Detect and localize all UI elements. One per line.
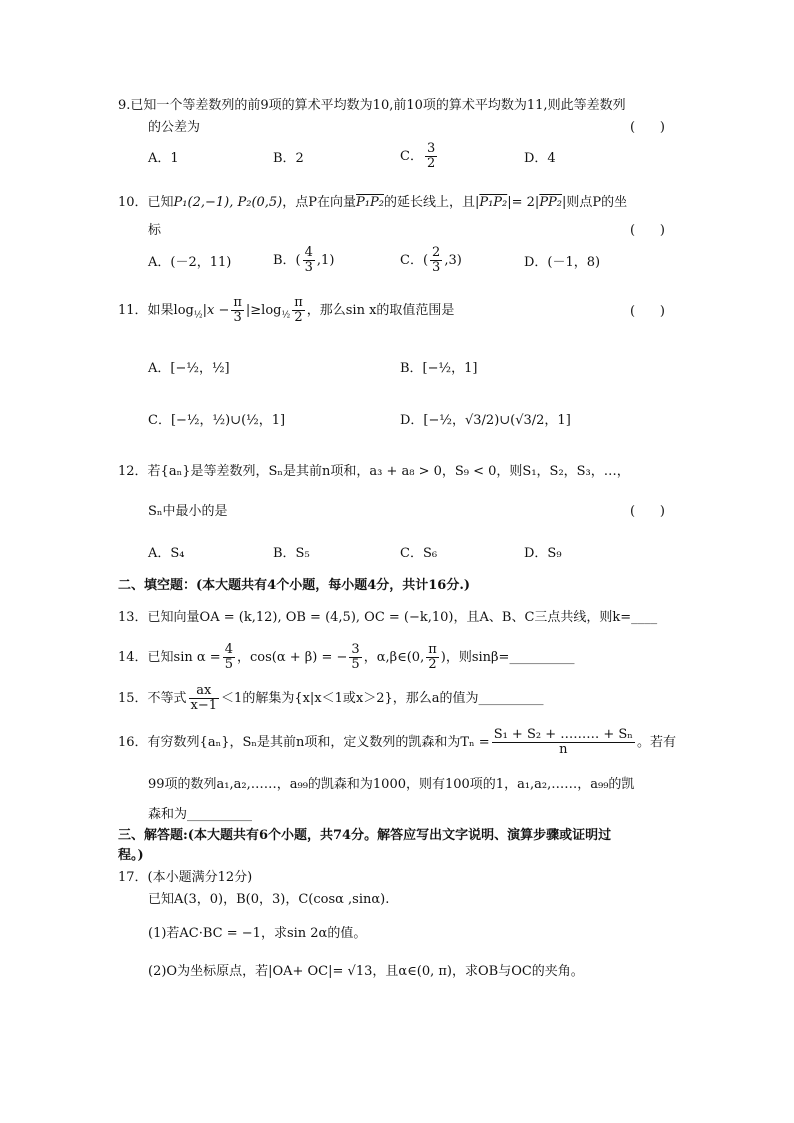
q11-pi: π (233, 295, 242, 310)
q17-given: 已知A(3，0)，B(0，3)，C(cosα ,sinα). (148, 892, 390, 907)
q10-b-fraction (303, 246, 315, 275)
q11-three: 3 (233, 310, 242, 325)
q11-abs: |x − (202, 303, 230, 318)
q11-option-b: B．[−½，1] (400, 361, 478, 376)
q10-pre: 10．已知 (118, 195, 174, 210)
q16-num: S₁ + S₂ + ……… + Sₙ (493, 727, 633, 742)
q9-line2: 的公差为 (148, 120, 201, 135)
q10-option-c (400, 246, 462, 275)
section-3-heading-line2: 程。) (118, 848, 144, 863)
q10-vector: P₁P₂ (356, 195, 384, 210)
q14-frac-3 (426, 643, 439, 672)
q12-line2: Sₙ中最小的是 (148, 504, 228, 519)
q17-part2: (2)O为坐标原点，若|OA+ OC|= √13，且α∈(0, π)，求OB与OC的夹角。 (148, 964, 584, 979)
q11-option-a: A．[−½，½] (148, 361, 230, 376)
q10-c-den: 3 (432, 260, 441, 275)
q12-option-a: A．S₄ (148, 546, 185, 561)
q11-log-base: ½ (193, 310, 203, 321)
q15-num: ax (189, 684, 220, 699)
q13-text: 13．已知向量OA = (k,12), OB = (4,5), OC = (−k,10)，且A、B、C三点共线，则k= (118, 610, 632, 625)
q14-n1: 4 (224, 642, 233, 657)
q14-post: ，α,β∈(0, (363, 650, 425, 665)
q17-part1: (1)若AC·BC = −1，求sin 2α的值。 (148, 926, 367, 941)
q10-c-num: 2 (432, 245, 441, 260)
q15-den: x−1 (190, 698, 218, 713)
q14-d2: 5 (351, 657, 360, 672)
q14-n2: 3 (351, 642, 360, 657)
q10-b-den: 3 (304, 260, 313, 275)
q9-c-den: 2 (426, 156, 436, 171)
q10-c-post: ,3) (444, 253, 462, 268)
q14-frac-2 (349, 643, 361, 672)
q14-pi: π (428, 642, 437, 657)
q9-option-a: A．1 (148, 151, 179, 166)
q16-line3-text: 森和为 (148, 807, 188, 822)
q10-vector-2: P₁P₂ (479, 195, 508, 210)
q15-post: ＜1的解集为{x|x＜1或x＞2}，那么a的值为 (221, 691, 479, 706)
q10-line2: 标 (148, 223, 162, 238)
q9-line1: 9.已知一个等差数列的前9项的算术平均数为10,前10项的算术平均数为11,则此等差数列 (118, 98, 626, 113)
q16-line2: 99项的数列a₁,a₂,……，a₉₉的凯森和为1000，则有100项的1，a₁,a₂,……，a₉₉的凯 (148, 777, 635, 792)
q12-option-c: C．S₆ (400, 546, 438, 561)
q10-b-num: 4 (304, 245, 313, 260)
q16-post: 。若有 (636, 735, 676, 750)
q11-post: ，那么sin x的取值范围是 (306, 303, 455, 318)
q10-answer-paren: ( ) (630, 223, 665, 238)
q10-points: P₁(2,−1), P₂(0,5) (173, 195, 283, 210)
q11-pi-over-2 (292, 296, 305, 325)
q10-mid: ，点P在向量 (282, 195, 357, 210)
q12-answer-paren: ( ) (630, 504, 665, 519)
q11-mid2: |≥log (245, 303, 282, 318)
q11-line (118, 296, 454, 325)
q13-blank: ____ (631, 610, 658, 625)
q14-line (118, 643, 574, 672)
q10-end: |则点P的坐 (562, 195, 628, 210)
q9-option-c-fraction (425, 142, 437, 171)
q14-blank: __________ (509, 650, 575, 665)
q16-blank: __________ (187, 807, 253, 822)
q10-option-b (273, 246, 334, 275)
q11-log-base-2: ½ (281, 310, 291, 321)
q9-c-num: 3 (426, 141, 436, 156)
q16-line3 (148, 806, 252, 824)
q15-fraction (189, 684, 220, 713)
q9-option-c (400, 142, 439, 171)
q11-option-c: C．[−½，½)∪(½，1] (148, 413, 286, 428)
q15-blank: __________ (478, 691, 544, 706)
q16-line1 (118, 728, 676, 757)
q14-d1: 5 (224, 657, 233, 672)
q10-line1 (118, 194, 627, 212)
q9-answer-paren: ( ) (630, 120, 665, 135)
q12-option-b: B．S₅ (273, 546, 310, 561)
q9-option-d: D．4 (524, 151, 556, 166)
q9-option-b: B．2 (273, 151, 304, 166)
q11-answer-paren: ( ) (630, 304, 665, 319)
q10-vector-3: PP₂ (539, 195, 563, 210)
q14-mid: ，cos(α + β) = − (236, 650, 348, 665)
q13-line (118, 609, 657, 627)
q11-option-d: D．[−½，√3/2)∪(√3/2，1] (400, 413, 571, 428)
section-2-heading: 二、填空题：(本大题共有4个小题，每小题4分，共计16分.) (118, 578, 471, 593)
q10-post: 的延长线上，且| (383, 195, 480, 210)
q15-pre: 15．不等式 (118, 691, 187, 706)
q11-two: 2 (294, 310, 303, 325)
q14-two: 2 (428, 657, 437, 672)
q12-option-d: D．S₉ (524, 546, 562, 561)
q16-den: n (559, 742, 568, 757)
q15-line (118, 684, 544, 713)
q14-pre: 14．已知sin α = (118, 650, 221, 665)
q12-line1: 12．若{aₙ}是等差数列，Sₙ是其前n项和，a₃ + a₈ > 0，S₉ < 0，则S₁，S₂，S₃，…， (118, 464, 630, 479)
q9-option-c-label: C． (400, 149, 423, 164)
q11-pre: 11．如果log (118, 303, 194, 318)
q10-b-post: ,1) (316, 253, 335, 268)
q16-fraction (492, 728, 635, 757)
q14-frac-1 (223, 643, 235, 672)
q10-option-a: A．(－2，11) (148, 255, 232, 270)
q16-pre: 16．有穷数列{aₙ}，Sₙ是其前n项和，定义数列的凯森和为Tₙ = (118, 735, 490, 750)
q17-heading: 17．(本小题满分12分) (118, 870, 253, 885)
q10-c-fraction (430, 246, 442, 275)
q14-end: )，则sinβ= (440, 650, 510, 665)
q11-pi-2: π (294, 295, 303, 310)
section-3-heading-line1: 三、解答题:(本大题共有6个小题，共74分。解答应写出文字说明、演算步骤或证明过 (118, 828, 612, 843)
q10-b-pre: B．( (273, 253, 301, 268)
q10-option-d: D．(－1，8) (524, 255, 601, 270)
q11-pi-over-3 (231, 296, 244, 325)
q10-post2: |= 2| (507, 195, 540, 210)
q10-c-pre: C．( (400, 253, 429, 268)
